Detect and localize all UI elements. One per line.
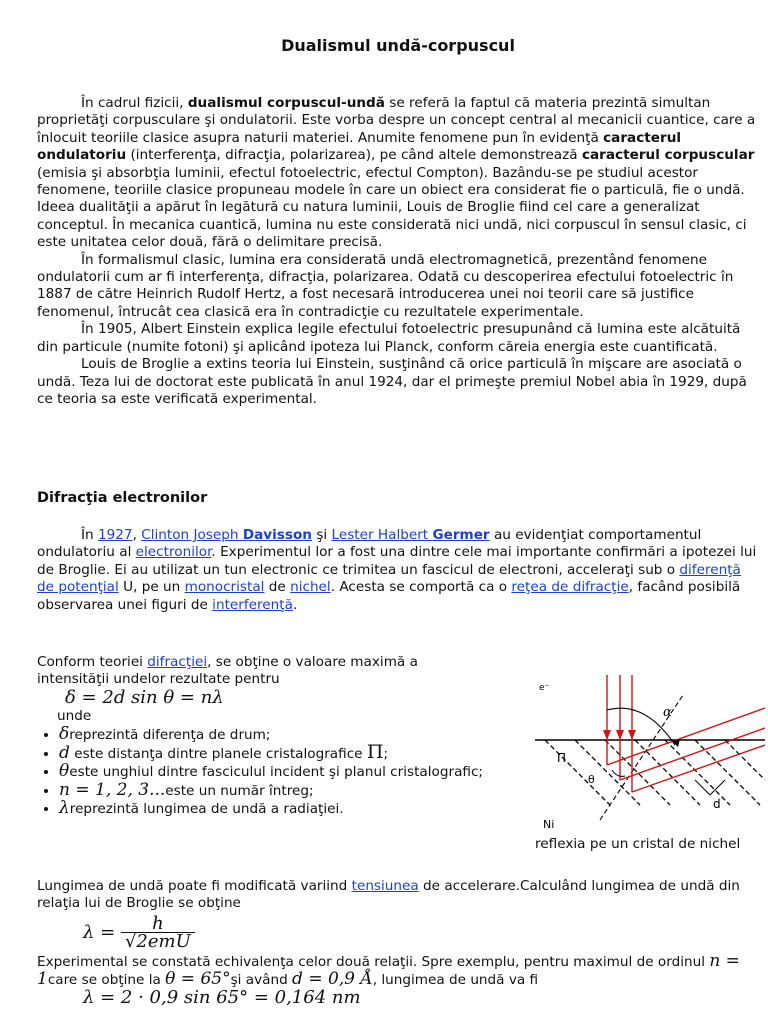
text: În cadrul fizicii, xyxy=(81,95,188,111)
link-text-bold: Davisson xyxy=(242,527,312,543)
text: (emisia şi absorbţia luminii, efectul fotoelectric, efectul Compton). Bazându-se pe studiul acestor fenomene, teoriile clasice propuneau modele în care un obiect era considerat fie o particulă, fie o undă. Ideea dualităţii a apărut în legătură cu natura luminii, Louis de Broglie fiind cel care a generalizat conceptul. În mecanica cuantică, lumina nu este considerată nici undă, nici corpuscul în sensul clasic, ci este unitatea celor două, fără o delimitare precisă. xyxy=(37,164,747,251)
label-pi: Π xyxy=(557,751,567,765)
result-formula: λ = 2 · 0,9 sin 65° = 0,164 nm xyxy=(83,987,361,1009)
text: de xyxy=(264,579,291,596)
de-broglie-section xyxy=(37,878,759,1007)
inline-formula: d = 0,9 Å xyxy=(292,969,373,990)
link-electroni[interactable]: electronilor xyxy=(135,544,212,561)
bold-term: caracterul ondulatoriu xyxy=(37,129,682,164)
link-text: Clinton Joseph xyxy=(141,527,243,543)
label-alpha: α xyxy=(663,705,672,720)
text: , facând posibilă observarea unei figuri de xyxy=(37,579,741,613)
label-d: d xyxy=(713,797,721,811)
link-text: Lester Halbert xyxy=(331,527,433,543)
link-germer[interactable] xyxy=(332,527,490,543)
text: . Acesta se comportă ca o xyxy=(330,579,512,596)
text: de accelerare.Calculând lungimea de undă din relaţia lui de Broglie se obţine xyxy=(37,878,740,912)
text: . xyxy=(292,596,298,613)
paragraph-7 xyxy=(37,878,759,913)
link-diferenta-potential[interactable]: diferenţă de potenţial xyxy=(37,561,741,596)
crystal-reflection-diagram xyxy=(535,670,765,835)
text: este un număr întreg; xyxy=(165,782,314,799)
text: şi având xyxy=(230,972,293,989)
fraction xyxy=(121,912,195,953)
link-monocristal[interactable]: monocristal xyxy=(184,579,265,596)
link-nichel[interactable]: nichel xyxy=(290,579,331,596)
label-ni: Ni xyxy=(543,818,555,831)
bold-term: dualismul corpuscul-undă xyxy=(187,95,385,111)
inline-formula: n = 1 xyxy=(37,950,740,990)
nickel-crystal-figure xyxy=(535,670,765,852)
text: reprezintă lungimea de undă a radiaţiei. xyxy=(69,801,344,818)
where-label: unde xyxy=(57,708,92,725)
text: care se obţine la xyxy=(47,972,166,989)
bragg-formula xyxy=(37,686,487,708)
link-text-bold: Germer xyxy=(432,527,490,543)
paragraph-1 xyxy=(37,95,759,252)
formula: δ = 2d sin θ = nλ xyxy=(65,686,224,708)
inline-formula: θ = 65° xyxy=(165,969,231,990)
symbol: θ xyxy=(59,761,70,782)
list-item xyxy=(59,779,487,800)
list-item xyxy=(59,723,487,744)
symbol: Π xyxy=(366,741,384,764)
paragraph-2: În formalismul clasic, lumina era considerată undă electromagnetică, prezentând fenomene ondulatorii cum ar fi interferenţa, difracţia, polarizarea. Odată cu descoperirea efectului fotoelectric în 1887 de către Heinrich Rudolf Hertz, a fost necesară introducerea unei noi teorii care să justifice fenomenul, întrucât cea clasică era în contradicţie cu rezultatele experimentale. xyxy=(37,251,734,320)
diffraction-section xyxy=(37,527,759,614)
theta-arc xyxy=(612,770,625,776)
beam-arrows xyxy=(603,730,636,740)
symbol: δ xyxy=(59,723,70,744)
bragg-condition-block xyxy=(37,654,487,819)
link-tensiunea[interactable]: tensiunea xyxy=(351,878,419,894)
list-item xyxy=(59,741,487,764)
label-theta: θ xyxy=(588,773,595,786)
section-heading: Difracţia electronilor xyxy=(37,490,208,506)
symbol: n = 1, 2, 3... xyxy=(59,779,166,800)
label-electron: e⁻ xyxy=(539,683,550,693)
text: şi xyxy=(312,527,332,543)
text: , xyxy=(132,527,142,543)
text: , lungimea de undă va fi xyxy=(372,972,539,989)
text: , se obţine o valoare maximă a intensităţii undelor rezultate pentru xyxy=(37,654,418,688)
paragraph-3: În 1905, Albert Einstein explica legile efectului fotoelectric presupunând că lumina este alcătuită din particule (numite fotoni) şi aplicând ipoteza lui Planck, conform căreia energia este cuantificată. xyxy=(37,321,741,355)
crystal-planes xyxy=(545,740,765,805)
text: Experimental se constată echivalenţa celor două relaţii. Spre exemplu, pentru maximul de ordinul xyxy=(37,953,710,970)
text: ; xyxy=(383,746,389,763)
text: În xyxy=(81,527,98,543)
list-item xyxy=(59,800,487,818)
text: se referă la faptul că materia prezintă simultan proprietăţi corpusculare şi ondulatorii. Este vorba despre un concept central al mecanicii cuantice, care a înlocuit teoriile clasice asupra naturii materiei. Anumite fenomene pun în evidenţă xyxy=(37,95,756,146)
text: Lungimea de undă poate fi modificată variind xyxy=(37,878,352,894)
text: reprezintă diferenţa de drum; xyxy=(69,726,271,743)
text: U, pe un xyxy=(118,579,185,596)
link-interferenta[interactable]: interferenţă xyxy=(212,596,293,613)
de-broglie-formula xyxy=(37,912,759,953)
paragraph-6 xyxy=(37,654,487,689)
text: . Experimentul lor a fost una dintre cele mai importante confirmări a ipotezei lui de Broglie. Ei au utilizat un tun electronic ce trimitea un fascicul de electroni, acceleraţi sub o xyxy=(37,544,757,578)
paragraph-8 xyxy=(37,950,759,990)
link-retea-difractie[interactable]: reţea de difracţie xyxy=(511,579,629,596)
text: Conform teoriei xyxy=(37,654,148,670)
symbol-list xyxy=(37,723,487,819)
intro-section xyxy=(37,95,759,408)
bold-term: caracterul corpuscular xyxy=(581,147,755,164)
link-1927[interactable]: 1927 xyxy=(97,527,133,543)
page-title: Dualismul undă-corpuscul xyxy=(281,36,515,55)
text: este distanţa dintre planele cristalografice xyxy=(69,746,367,763)
link-davisson[interactable] xyxy=(141,527,312,543)
text: (interferenţa, difracţia, polarizarea), pe când altele demonstrează xyxy=(126,147,582,164)
symbol: λ xyxy=(59,798,70,819)
paragraph-4: Louis de Broglie a extins teoria lui Einstein, susţinând că orice particulă în mişcare are asociată o undă. Teza lui de doctorat este publicată în anul 1924, dar el primeşte premiul Nobel abia în 1929, după ce teoria sa este verificată experimental. xyxy=(37,356,747,407)
denominator: √2emU xyxy=(124,931,191,953)
reflected-beams xyxy=(607,708,765,792)
text: este unghiul dintre fasciculul incident şi planul cristalografic; xyxy=(69,764,484,781)
text: au evidenţiat comportamentul ondulatoriu al xyxy=(37,527,702,561)
formula-lhs: λ = xyxy=(83,921,116,943)
symbol: d xyxy=(59,743,70,764)
paragraph-5 xyxy=(37,527,759,614)
figure-caption: reflexia pe un cristal de nichel xyxy=(535,836,741,852)
link-difractiei[interactable]: difracţiei xyxy=(147,654,208,670)
numerator: h xyxy=(121,915,195,933)
